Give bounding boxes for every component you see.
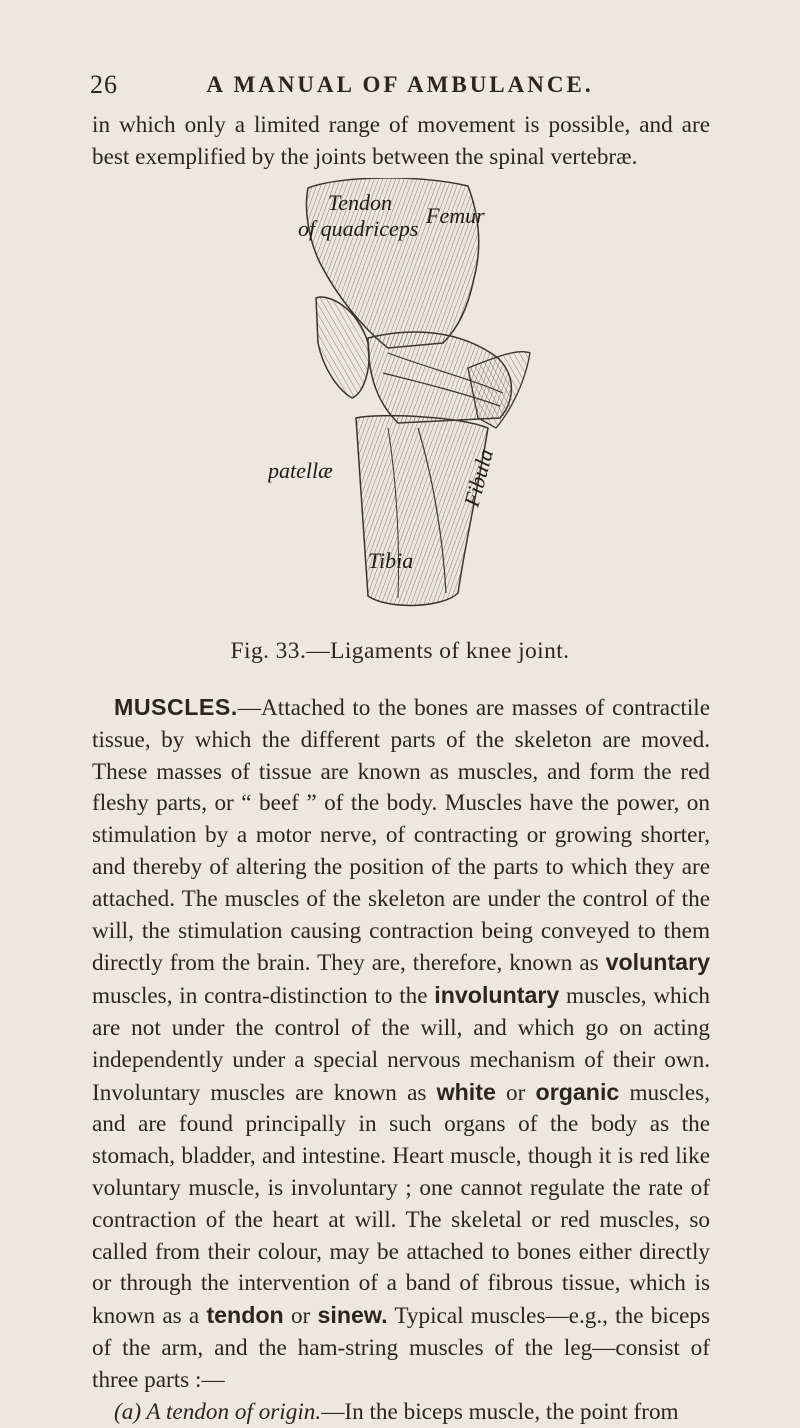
muscles-section	[92, 692, 710, 1428]
muscles-text-2: muscles, in contra-distinction to the	[92, 983, 435, 1010]
label-femur: Femur	[426, 203, 485, 228]
term-organic: organic	[535, 1078, 620, 1105]
section-heading: MUSCLES.	[114, 694, 238, 720]
muscles-text-7: Typical muscles—e.g., the biceps of the arm, and the ham-string muscles of the leg—consist of three parts :—	[92, 1303, 710, 1393]
muscles-text-4: or	[495, 1079, 536, 1106]
term-white: white	[436, 1078, 496, 1105]
term-sinew: sinew.	[317, 1302, 388, 1329]
intro-text: in which only a limited range of movement is possible, and are best exemplified by the joints between the spinal vertebræ.	[92, 112, 710, 170]
muscles-text-1: —Attached to the bones are masses of contractile tissue, by which the different parts of the skeleton are moved. These masses of tissue are known as muscles, and form the red fleshy parts, or “ beef ” of the body. Muscles have the power, on stimulation by a motor nerve, of contracting or growing shorter, and thereby of altering the position of the parts to which they are attached. The muscles of the skeleton are under the control of the will, the stimulation causing contraction being conveyed to them directly from the brain. They are, therefore, known as	[92, 695, 710, 977]
muscles-paragraph	[92, 692, 710, 1397]
running-head: A MANUAL OF AMBULANCE.	[206, 72, 594, 97]
list-item-a-text: —In the biceps muscle, the point from	[321, 1398, 679, 1425]
knee-joint-figure	[268, 178, 552, 630]
term-voluntary: voluntary	[605, 949, 710, 976]
label-patellae: patellæ	[268, 458, 333, 483]
label-fibula: Fibula	[458, 446, 499, 510]
knee-joint-illustration	[268, 178, 552, 630]
list-item-a-label: (a) A tendon of origin.	[114, 1398, 322, 1425]
intro-paragraph	[92, 110, 710, 174]
term-involuntary: involuntary	[434, 982, 560, 1009]
page-header	[0, 70, 800, 106]
list-item-a	[92, 1397, 710, 1428]
figure-caption: Fig. 33.—Ligaments of knee joint.	[230, 638, 570, 664]
label-tibia: Tibia	[368, 548, 414, 573]
label-tendon-of-quadriceps: Tendon of quadriceps	[298, 190, 419, 241]
muscles-text-6: or	[283, 1303, 318, 1330]
muscles-text-5: muscles, and are found principally in such organs of the body as the stomach, bladder, and intestine. Heart muscle, though it is red like voluntary muscle, is involuntary ; one cannot regulate the rate of contraction of the heart at will. The skeletal or red muscles, so called from their colour, may be attached to bones either directly or through the intervention of a band of fibrous tissue, which is known as a	[92, 1079, 710, 1330]
page-number: 26	[90, 70, 118, 99]
muscles-text-3: muscles, which are not under the control of the will, and which go on acting independently under a special nervous mechanism of their own. Involuntary muscles are known as	[92, 983, 710, 1106]
term-tendon: tendon	[206, 1302, 284, 1329]
